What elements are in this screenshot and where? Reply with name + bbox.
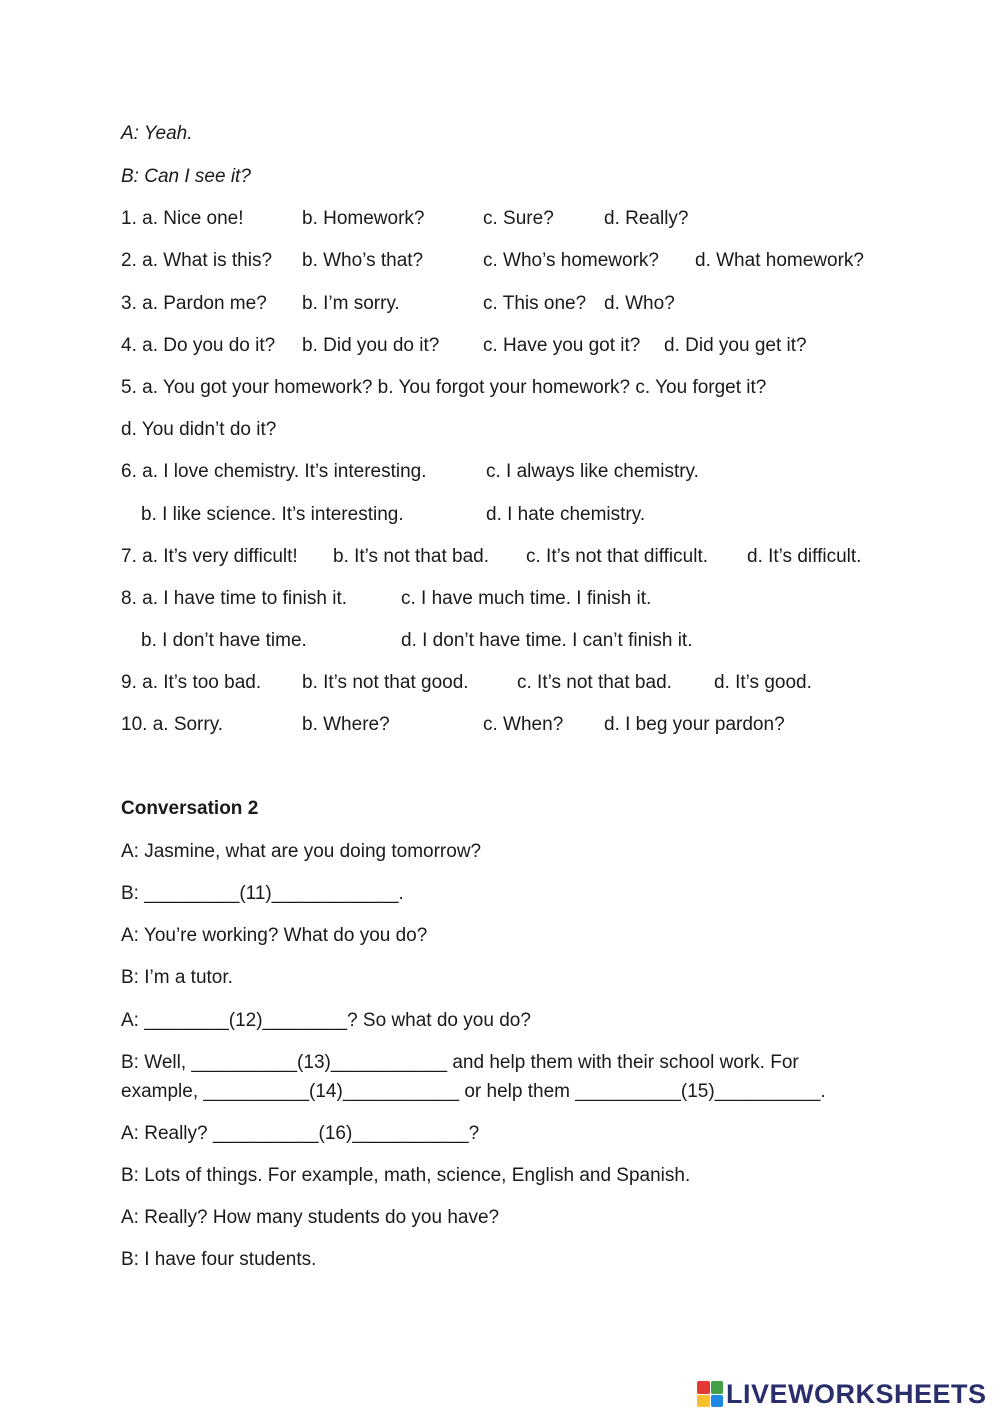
conversation-line: B: I have four students. [121, 1249, 317, 1270]
option-c: c. Sure? [483, 208, 554, 229]
logo-square-red [697, 1381, 710, 1394]
option-b: b. I like science. It’s interesting. [141, 504, 404, 525]
question-5-line-1: 5. a. You got your homework? b. You forgot your homework? c. You forget it? [121, 377, 767, 398]
option-a: 8. a. I have time to finish it. [121, 588, 347, 609]
option-a: 6. a. I love chemistry. It’s interesting. [121, 461, 427, 482]
conversation-line: B: I’m a tutor. [121, 967, 233, 988]
conversation-line: A: You’re working? What do you do? [121, 925, 428, 946]
option-c: c. This one? [483, 293, 587, 314]
option-a: 7. a. It’s very difficult! [121, 546, 298, 567]
option-b: b. It’s not that bad. [333, 546, 489, 567]
option-a: 1. a. Nice one! [121, 208, 244, 229]
option-d: d. I hate chemistry. [486, 504, 646, 525]
option-b: b. Did you do it? [302, 335, 440, 356]
option-b: b. I don’t have time. [141, 630, 307, 651]
dialogue-line-a: A: Yeah. [121, 123, 193, 144]
conversation-line: A: Really? __________(16)___________? [121, 1123, 480, 1144]
option-c: c. Who’s homework? [483, 250, 659, 271]
option-a: 4. a. Do you do it? [121, 335, 276, 356]
option-d: d. I beg your pardon? [604, 714, 785, 735]
dialogue-line-b: B: Can I see it? [121, 166, 251, 187]
option-c: c. I always like chemistry. [486, 461, 699, 482]
option-b: b. I’m sorry. [302, 293, 400, 314]
section-heading: Conversation 2 [121, 798, 259, 819]
option-c: c. Have you got it? [483, 335, 641, 356]
option-d: d. What homework? [695, 250, 864, 271]
conversation-line: A: ________(12)________? So what do you do? [121, 1010, 531, 1031]
option-d: d. Really? [604, 208, 689, 229]
conversation-line: A: Really? How many students do you have? [121, 1207, 500, 1228]
option-d: d. Did you get it? [664, 335, 807, 356]
option-d: d. It’s difficult. [747, 546, 862, 567]
option-c: c. It’s not that bad. [517, 672, 672, 693]
liveworksheets-logo [697, 1378, 987, 1410]
logo-text: LIVEWORKSHEETS [726, 1378, 987, 1409]
option-d: d. Who? [604, 293, 675, 314]
option-a: 2. a. What is this? [121, 250, 273, 271]
option-b: b. Who’s that? [302, 250, 424, 271]
question-5-line-2: d. You didn’t do it? [121, 419, 277, 440]
option-d: d. It’s good. [714, 672, 812, 693]
conversation-line: A: Jasmine, what are you doing tomorrow? [121, 841, 482, 862]
option-b: b. It’s not that good. [302, 672, 469, 693]
logo-mark-icon [697, 1381, 723, 1407]
option-c: c. It’s not that difficult. [526, 546, 709, 567]
option-a: 10. a. Sorry. [121, 714, 224, 735]
option-c: c. When? [483, 714, 564, 735]
option-a: 3. a. Pardon me? [121, 293, 267, 314]
conversation-line: B: Lots of things. For example, math, science, English and Spanish. [121, 1165, 691, 1186]
logo-square-green [711, 1381, 724, 1394]
logo-square-yellow [697, 1395, 710, 1408]
conversation-line: B: Well, __________(13)___________ and help them with their school work. For [121, 1052, 799, 1073]
conversation-line: example, __________(14)___________ or help them __________(15)__________. [121, 1081, 826, 1102]
logo-square-blue [711, 1395, 724, 1408]
option-b: b. Homework? [302, 208, 425, 229]
option-d: d. I don’t have time. I can’t finish it. [401, 630, 693, 651]
conversation-line: B: _________(11)____________. [121, 883, 404, 904]
option-c: c. I have much time. I finish it. [401, 588, 652, 609]
option-a: 9. a. It’s too bad. [121, 672, 262, 693]
option-b: b. Where? [302, 714, 390, 735]
